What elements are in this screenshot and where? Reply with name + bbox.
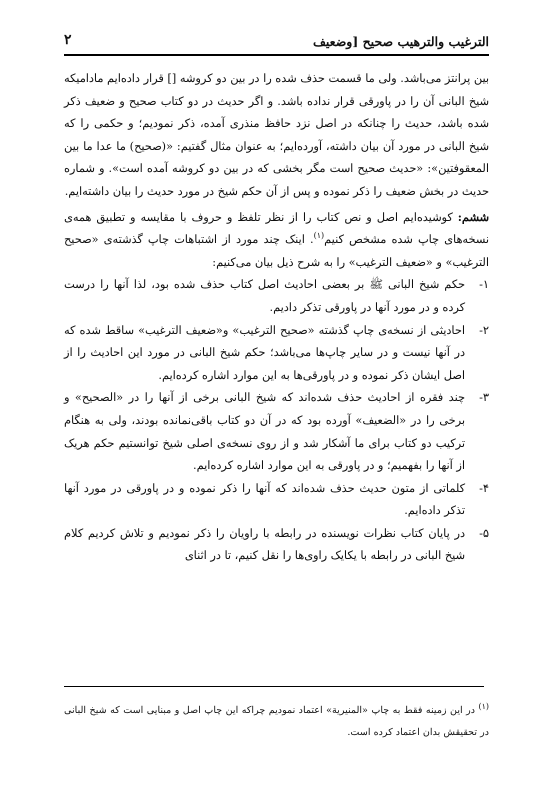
footnote-text: در اين زمينه فقط به چاپ «المنيرية» اعتماد نموديم چراکه اين چاپ اصل و مبنايی است که شيخ البانی در تحقيقش بدان اعتماد کرده است.: [64, 705, 489, 738]
list-item-text: در پايان کتاب نظرات نويسنده در رابطه با راويان را ذکر نموديم و تلاش کرديم کلام شيخ البانی در رابطه با يکايک راوی‌ها را نقل کنيم، تا در اثنای: [64, 526, 465, 563]
list-item: [64, 523, 489, 568]
section-heading-sixth: ششم:: [457, 209, 489, 224]
list-item-number: ۵-: [479, 526, 489, 540]
running-header: [64, 28, 489, 56]
list-item-text: احاديثی از نسخه‌ی چاپ گذشته «صحيح الترغيب» و«ضعيف الترغيب» ساقط شده که در آنها نيست و در ساير چاپ‌ها می‌باشد؛ حکم شيخ البانی در مورد اين احاديث را از اصل ايشان ذکر نموده و در پاورقی‌ها به اين موارد اشاره کرده‌ايم.: [64, 323, 465, 382]
list-item-number: ۲-: [479, 323, 489, 337]
list-item: [64, 274, 489, 319]
paragraph-2-text: کوشيده‌ايم اصل و نص کتاب را از نظر تلفظ و حروف با مقايسه و تطبيق همه‌ی نسخه‌های چاپ شده مشخص کنيم: [64, 210, 489, 247]
list-item-number: ۴-: [479, 481, 489, 495]
header-title: الترغيب والترهيب صحيح [وضعيف: [312, 34, 489, 49]
list-item-text: حکم شيخ البانی ﷺ بر بعضی احاديث اصل کتاب حذف شده بود، لذا آنها را درست کرده و در مورد آنها در پاورقی تذکر داديم.: [64, 278, 465, 314]
list-item-text: کلماتی از متون حديث حذف شده‌اند که آنها را ذکر نموده و در پاورقی در مورد آنها تذکر داده‌ايم.: [64, 481, 465, 518]
list-item-text: چند فقره از احاديث حذف شده‌اند که شيخ البانی برخی از آنها را در «الصحيح» و برخی را در «الضعيف» آورده بود که در آن دو کتاب باقی‌نمانده بودند، ولی به هنگام ترکيب دو کتاب برای ما آشکار شد و از روی نسخه‌ی اصلی شيخ توانستيم حکم هريک از آنها را بفهميم؛ و در پاورقی به اين موارد اشاره کرده‌ايم.: [64, 391, 465, 473]
list-item: [64, 478, 489, 523]
footnote-separator: [64, 686, 484, 687]
footnote-reference: (۱): [313, 231, 325, 241]
paragraph-2-rest: . اينک چند مورد از اشتباهات چاپ گذشته‌ی «صحيح الترغيب» و «ضعيف الترغيب» را به شرح ذيل بيان می‌کنيم:: [64, 233, 489, 269]
list-item-number: ۳-: [479, 391, 489, 405]
paragraph-2: [64, 206, 489, 275]
page-number: ۲: [64, 32, 72, 48]
list-item-number: ۱-: [479, 278, 489, 292]
footnote-marker: (۱): [478, 701, 489, 711]
list-item: [64, 387, 489, 477]
list-item: [64, 320, 489, 388]
body-text: [64, 68, 489, 568]
paragraph-1: بين پرانتز می‌باشد. ولی ما قسمت حذف شده را در بين دو کروشه [] قرار داده‌ايم مادامیکه شيخ البانی آن را در پاورقی قرار نداده باشد. و اگر حديث در دو کتاب صحيح و ضعيف ذکر شده باشد، حديث را چنانکه در اصل نزد حافظ منذری آمده، ذکر نموديم؛ و حکمی را که شيخ البانی در مورد آن بيان داشته، آورده‌ايم؛ به عنوان مثال گفتيم: «(صحيح) ما عدا ما بين المعقوفتين»: «حديث صحيح است مگر بخشی که در بين دو کروشه آمده است». و شماره حديث در بخش ضعيف را ذکر نموده و پس از آن حکم شيخ در مورد حديث را بيان داشته‌ايم.: [64, 72, 489, 198]
footnote: [64, 700, 489, 744]
